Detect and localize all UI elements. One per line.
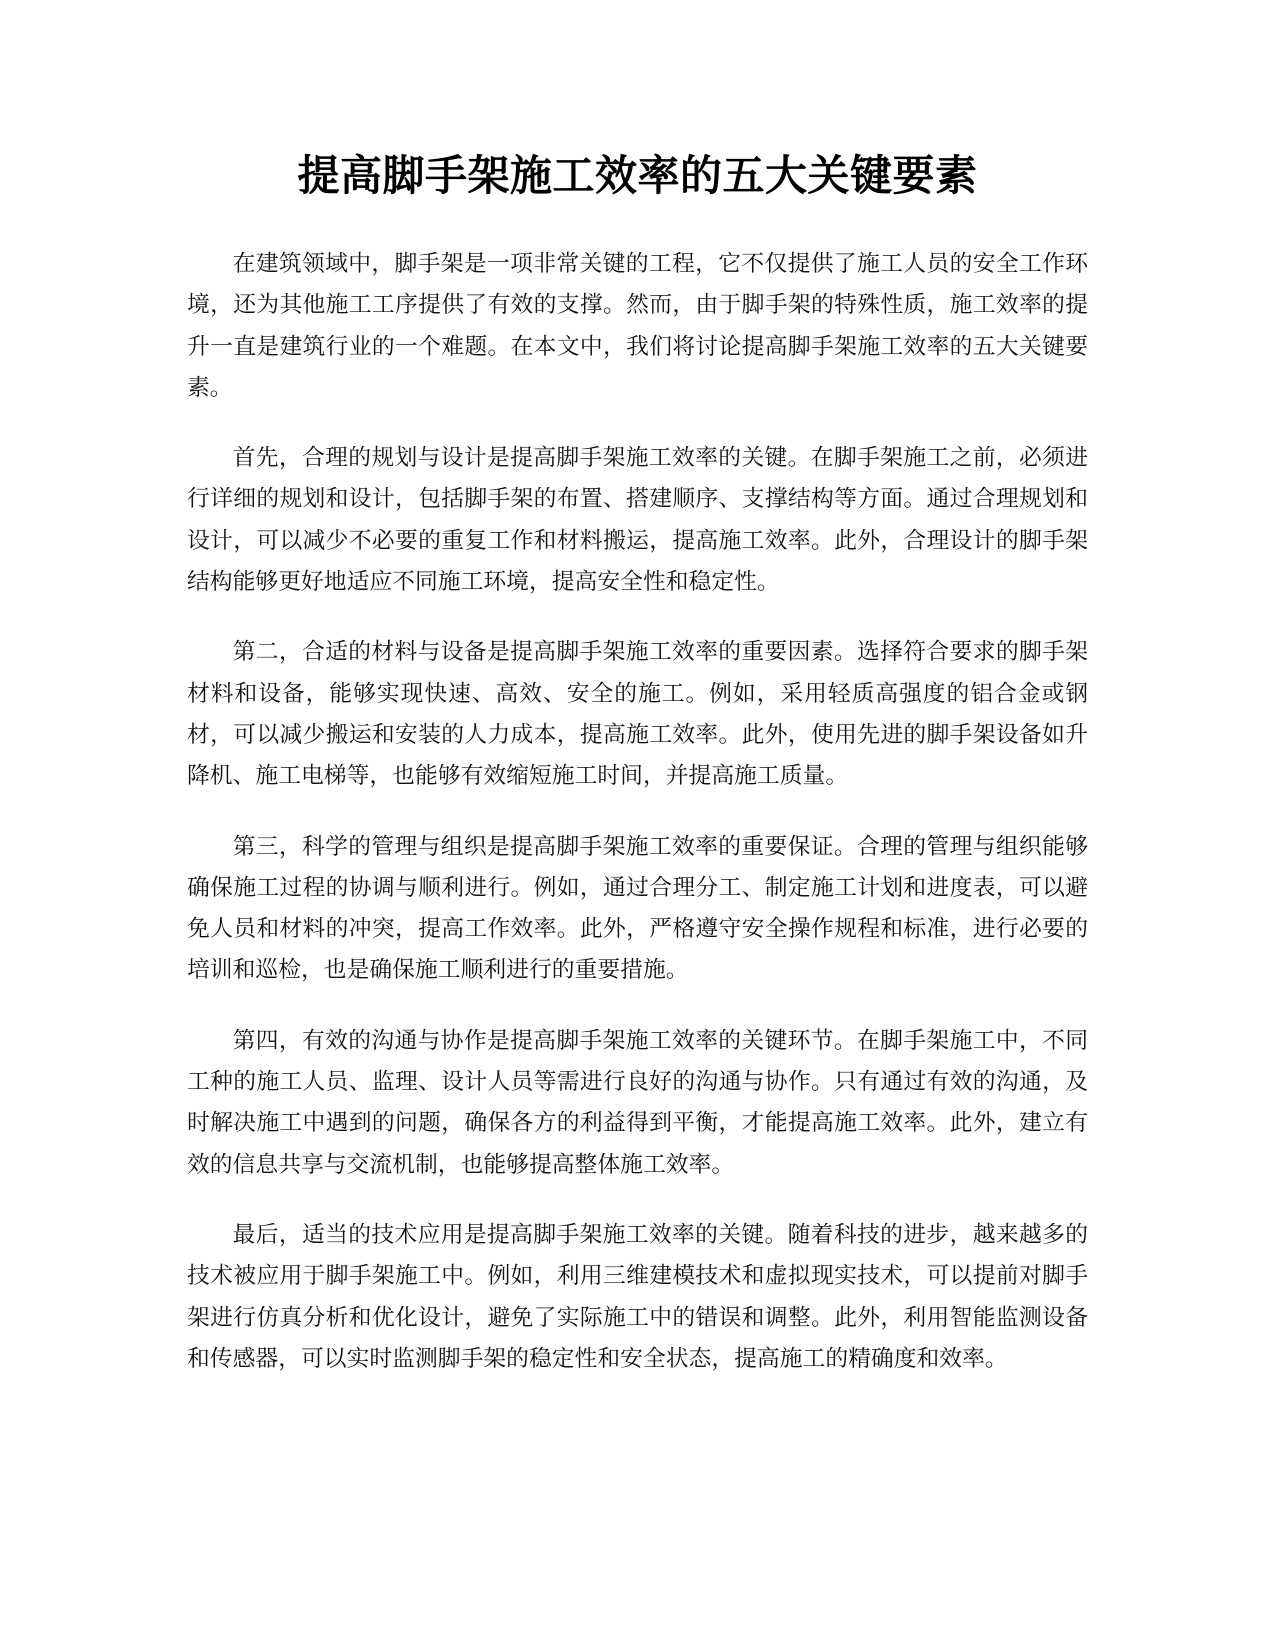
paragraph-management-organization: 第三，科学的管理与组织是提高脚手架施工效率的重要保证。合理的管理与组织能够确保施工过程的协调与顺利进行。例如，通过合理分工、制定施工计划和进度表，可以避免人员和材料的冲突，提高工作效率。此外，严格遵守安全操作规程和标准，进行必要的培训和巡检，也是确保施工顺利进行的重要措施。 — [187, 833, 1088, 984]
document-title: 提高脚手架施工效率的五大关键要素 — [297, 151, 978, 200]
paragraph-materials-equipment: 第二，合适的材料与设备是提高脚手架施工效率的重要因素。选择符合要求的脚手架材料和设备，能够实现快速、高效、安全的施工。例如，采用轻质高强度的铝合金或钢材，可以减少搬运和安装的人力成本，提高施工效率。此外，使用先进的脚手架设备如升降机、施工电梯等，也能够有效缩短施工时间，并提高施工质量。 — [187, 639, 1088, 790]
paragraph-planning-design: 首先，合理的规划与设计是提高脚手架施工效率的关键。在脚手架施工之前，必须进行详细的规划和设计，包括脚手架的布置、搭建顺序、支撑结构等方面。通过合理规划和设计，可以减少不必要的重复工作和材料搬运，提高施工效率。此外，合理设计的脚手架结构能够更好地适应不同施工环境，提高安全性和稳定性。 — [187, 445, 1088, 596]
paragraph-communication-collaboration: 第四，有效的沟通与协作是提高脚手架施工效率的关键环节。在脚手架施工中，不同工种的施工人员、监理、设计人员等需进行良好的沟通与协作。只有通过有效的沟通，及时解决施工中遇到的问题，确保各方的利益得到平衡，才能提高施工效率。此外，建立有效的信息共享与交流机制，也能够提高整体施工效率。 — [187, 1027, 1088, 1178]
paragraph-technology-application: 最后，适当的技术应用是提高脚手架施工效率的关键。随着科技的进步，越来越多的技术被应用于脚手架施工中。例如，利用三维建模技术和虚拟现实技术，可以提前对脚手架进行仿真分析和优化设计，避免了实际施工中的错误和调整。此外，利用智能监测设备和传感器，可以实时监测脚手架的稳定性和安全状态，提高施工的精确度和效率。 — [187, 1221, 1088, 1372]
paragraph-introduction: 在建筑领域中，脚手架是一项非常关键的工程，它不仅提供了施工人员的安全工作环境，还为其他施工工序提供了有效的支撑。然而，由于脚手架的特殊性质，施工效率的提升一直是建筑行业的一个难题。在本文中，我们将讨论提高脚手架施工效率的五大关键要素。 — [187, 251, 1088, 401]
document-body — [187, 244, 1088, 1409]
